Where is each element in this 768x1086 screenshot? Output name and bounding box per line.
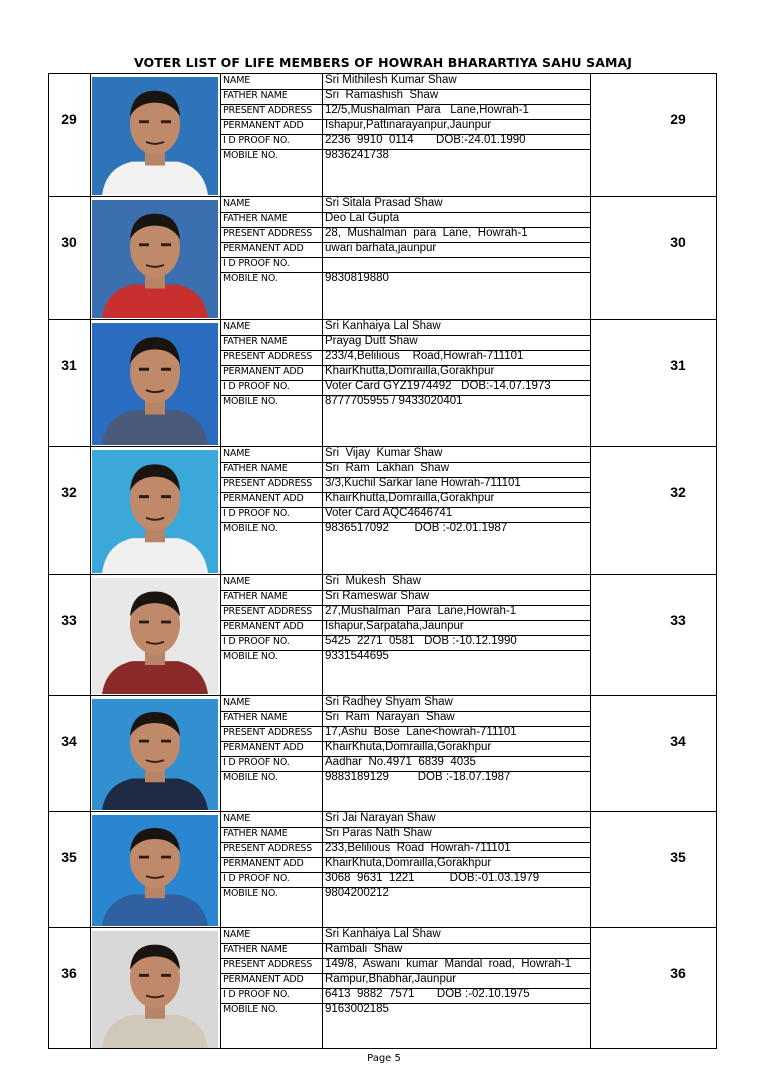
field-row-id-proof [221, 988, 591, 1004]
field-row-father-name [221, 212, 591, 228]
serial-number-left: 31 [61, 357, 77, 373]
field-value: KhairKhutta,Domrailla,Gorakhpur [325, 492, 495, 504]
field-row-name [221, 812, 591, 828]
field-label: PERMANENT ADD [223, 120, 304, 131]
field-value: 9836517092 DOB :-02.01.1987 [325, 522, 508, 534]
field-label: PRESENT ADDRESS [223, 843, 313, 854]
field-value: 233,Belilious Road Howrah-711101 [325, 842, 511, 854]
field-row-name [221, 928, 591, 944]
member-entry [49, 74, 716, 196]
field-row-present-address [221, 726, 591, 742]
member-photo [92, 815, 218, 926]
field-label: MOBILE NO. [223, 651, 278, 662]
field-row-present-address [221, 842, 591, 858]
field-value: KhairKhuta,Domrailla,Gorakhpur [325, 741, 492, 753]
field-row-present-address [221, 605, 591, 621]
field-label: PRESENT ADDRESS [223, 606, 313, 617]
field-row-present-address [221, 350, 591, 366]
field-row-permanent-address [221, 857, 591, 873]
field-row-mobile [221, 1003, 591, 1018]
field-row-present-address [221, 104, 591, 120]
field-label: FATHER NAME [223, 463, 288, 474]
field-label: I D PROOF NO. [223, 873, 290, 884]
field-value: Ishapur,Sarpataha,Jaunpur [325, 620, 464, 632]
field-label: MOBILE NO. [223, 888, 278, 899]
field-value: 9883189129 DOB :-18.07.1987 [325, 771, 511, 783]
member-photo [92, 200, 218, 318]
serial-number-right: 34 [670, 733, 686, 749]
field-row-name [221, 696, 591, 712]
field-row-id-proof [221, 134, 591, 150]
serial-number-left: 36 [61, 965, 77, 981]
member-photo [92, 323, 218, 445]
member-photo [92, 699, 218, 810]
field-value: Sri Ramashish Shaw [325, 89, 439, 101]
field-row-id-proof [221, 635, 591, 651]
field-row-permanent-address [221, 492, 591, 508]
serial-number-right: 30 [670, 234, 686, 250]
field-row-father-name [221, 827, 591, 843]
page-title: VOTER LIST OF LIFE MEMBERS OF HOWRAH BHARARTIYA SAHU SAMAJ [133, 55, 633, 70]
field-value: Ishapur,Pattinarayanpur,Jaunpur [325, 119, 492, 131]
field-row-permanent-address [221, 365, 591, 381]
serial-number-right: 35 [670, 849, 686, 865]
member-entry [49, 811, 716, 927]
field-label: FATHER NAME [223, 90, 288, 101]
field-value: Sri Paras Nath Shaw [325, 827, 432, 839]
field-value: 9830819880 [325, 272, 389, 284]
field-label: PERMANENT ADD [223, 366, 304, 377]
member-photo [92, 931, 218, 1048]
field-value: 9163002185 [325, 1003, 389, 1015]
field-label: PRESENT ADDRESS [223, 727, 313, 738]
field-row-present-address [221, 477, 591, 493]
field-value: Voter Card GYZ1974492 DOB:-14.07.1973 [325, 380, 551, 392]
field-row-mobile [221, 650, 591, 665]
member-entry [49, 927, 716, 1049]
field-value: Sri Mukesh Shaw [325, 575, 421, 587]
serial-number-left: 29 [61, 111, 77, 127]
field-label: PRESENT ADDRESS [223, 959, 313, 970]
field-row-father-name [221, 335, 591, 351]
field-label: MOBILE NO. [223, 150, 278, 161]
field-value: 9331544695 [325, 650, 389, 662]
field-row-mobile [221, 887, 591, 902]
field-label: FATHER NAME [223, 591, 288, 602]
field-value: Sri Sitala Prasad Shaw [325, 197, 443, 209]
field-label: NAME [223, 813, 251, 824]
field-value: 17,Ashu Bose Lane<howrah-711101 [325, 726, 517, 738]
field-label: FATHER NAME [223, 828, 288, 839]
serial-number-left: 35 [61, 849, 77, 865]
field-row-permanent-address [221, 973, 591, 989]
field-row-father-name [221, 943, 591, 959]
field-label: PERMANENT ADD [223, 621, 304, 632]
field-value: Sri Rameswar Shaw [325, 590, 430, 602]
member-table [48, 73, 717, 1049]
field-label: I D PROOF NO. [223, 381, 290, 392]
field-value: 8777705955 / 9433020401 [325, 395, 463, 407]
field-row-permanent-address [221, 741, 591, 757]
field-row-name [221, 575, 591, 591]
field-row-mobile [221, 771, 591, 786]
field-label: PRESENT ADDRESS [223, 228, 313, 239]
field-value: Sri Kanhaiya Lal Shaw [325, 320, 441, 332]
field-value: Sri Vijay Kumar Shaw [325, 447, 443, 459]
field-value: Sri Ram Lakhan Shaw [325, 462, 450, 474]
field-value: Rambali Shaw [325, 943, 403, 955]
serial-number-right: 29 [670, 111, 686, 127]
field-value: Deo Lal Gupta [325, 212, 400, 224]
field-row-name [221, 447, 591, 463]
member-photo [92, 450, 218, 573]
field-value: KhairKhuta,Domrailla,Gorakhpur [325, 857, 492, 869]
member-photo [92, 578, 218, 694]
field-label: I D PROOF NO. [223, 135, 290, 146]
field-row-id-proof [221, 756, 591, 772]
serial-number-right: 33 [670, 612, 686, 628]
field-label: PERMANENT ADD [223, 243, 304, 254]
field-label: PRESENT ADDRESS [223, 351, 313, 362]
field-label: FATHER NAME [223, 213, 288, 224]
field-value: 5425 2271 0581 DOB :-10.12.1990 [325, 635, 517, 647]
field-row-father-name [221, 89, 591, 105]
field-label: PERMANENT ADD [223, 742, 304, 753]
field-value: KhairKhutta,Domrailla,Gorakhpur [325, 365, 495, 377]
field-value: uwari barhata,jaunpur [325, 242, 437, 254]
field-label: NAME [223, 75, 251, 86]
member-photo [92, 77, 218, 195]
field-label: NAME [223, 697, 251, 708]
field-label: PRESENT ADDRESS [223, 478, 313, 489]
field-row-permanent-address [221, 620, 591, 636]
field-value: 2236 9910 0114 DOB:-24.01.1990 [325, 134, 526, 146]
field-row-mobile [221, 522, 591, 537]
field-row-father-name [221, 590, 591, 606]
field-row-father-name [221, 711, 591, 727]
serial-number-right: 31 [670, 357, 686, 373]
serial-number-left: 30 [61, 234, 77, 250]
field-value: 12/5,Mushalman Para Lane,Howrah-1 [325, 104, 529, 116]
field-label: NAME [223, 576, 251, 587]
field-value: 233/4,Belilious Road,Howrah-711101 [325, 350, 524, 362]
field-row-father-name [221, 462, 591, 478]
field-row-mobile [221, 395, 591, 410]
field-row-mobile [221, 272, 591, 287]
field-label: FATHER NAME [223, 336, 288, 347]
field-value: Sri Radhey Shyam Shaw [325, 696, 453, 708]
field-value: Sri Kanhaiya Lal Shaw [325, 928, 441, 940]
member-entry [49, 574, 716, 695]
field-label: PRESENT ADDRESS [223, 105, 313, 116]
field-label: NAME [223, 321, 251, 332]
field-value: 28, Mushalman para Lane, Howrah-1 [325, 227, 528, 239]
field-value: 149/8, Aswani kumar Mandal road, Howrah-1 [325, 958, 572, 970]
field-label: NAME [223, 198, 251, 209]
field-label: PERMANENT ADD [223, 858, 304, 869]
field-value: Sri Mithilesh Kumar Shaw [325, 74, 457, 86]
page-number: Page 5 [367, 1053, 401, 1064]
field-row-name [221, 197, 591, 213]
serial-number-right: 32 [670, 484, 686, 500]
field-label: I D PROOF NO. [223, 258, 290, 269]
member-entry [49, 695, 716, 811]
field-row-permanent-address [221, 242, 591, 258]
field-row-permanent-address [221, 119, 591, 135]
field-label: I D PROOF NO. [223, 989, 290, 1000]
field-label: FATHER NAME [223, 944, 288, 955]
member-entry [49, 196, 716, 319]
field-row-present-address [221, 958, 591, 974]
member-entry [49, 319, 716, 446]
field-label: PERMANENT ADD [223, 493, 304, 504]
field-value: 9836241738 [325, 149, 389, 161]
field-label: NAME [223, 448, 251, 459]
field-value: Prayag Dutt Shaw [325, 335, 418, 347]
field-label: PERMANENT ADD [223, 974, 304, 985]
field-value: 9804200212 [325, 887, 389, 899]
field-row-mobile [221, 149, 591, 164]
field-label: MOBILE NO. [223, 396, 278, 407]
serial-number-right: 36 [670, 965, 686, 981]
field-label: I D PROOF NO. [223, 757, 290, 768]
field-value: Aadhar No.4971 6839 4035 [325, 756, 476, 768]
field-row-id-proof [221, 257, 591, 273]
serial-number-left: 32 [61, 484, 77, 500]
field-value: Rampur,Bhabhar,Jaunpur [325, 973, 457, 985]
field-row-id-proof [221, 380, 591, 396]
field-label: FATHER NAME [223, 712, 288, 723]
field-value: 6413 9882 7571 DOB :-02.10.1975 [325, 988, 530, 1000]
field-row-present-address [221, 227, 591, 243]
field-value: Sri Ram Narayan Shaw [325, 711, 455, 723]
field-value: Voter Card AQC4646741 [325, 507, 453, 519]
field-value: Sri Jai Narayan Shaw [325, 812, 436, 824]
field-row-id-proof [221, 507, 591, 523]
field-label: MOBILE NO. [223, 772, 278, 783]
field-row-name [221, 74, 591, 90]
field-row-name [221, 320, 591, 336]
field-label: MOBILE NO. [223, 273, 278, 284]
serial-number-left: 34 [61, 733, 77, 749]
field-label: NAME [223, 929, 251, 940]
member-entry [49, 446, 716, 574]
field-value: 3/3,Kuchil Sarkar lane Howrah-711101 [325, 477, 521, 489]
field-label: MOBILE NO. [223, 523, 278, 534]
field-value: 27,Mushalman Para Lane,Howrah-1 [325, 605, 517, 617]
field-label: I D PROOF NO. [223, 636, 290, 647]
field-row-id-proof [221, 872, 591, 888]
field-value: 3068 9631 1221 DOB:-01.03.1979 [325, 872, 540, 884]
field-label: I D PROOF NO. [223, 508, 290, 519]
field-label: MOBILE NO. [223, 1004, 278, 1015]
serial-number-left: 33 [61, 612, 77, 628]
